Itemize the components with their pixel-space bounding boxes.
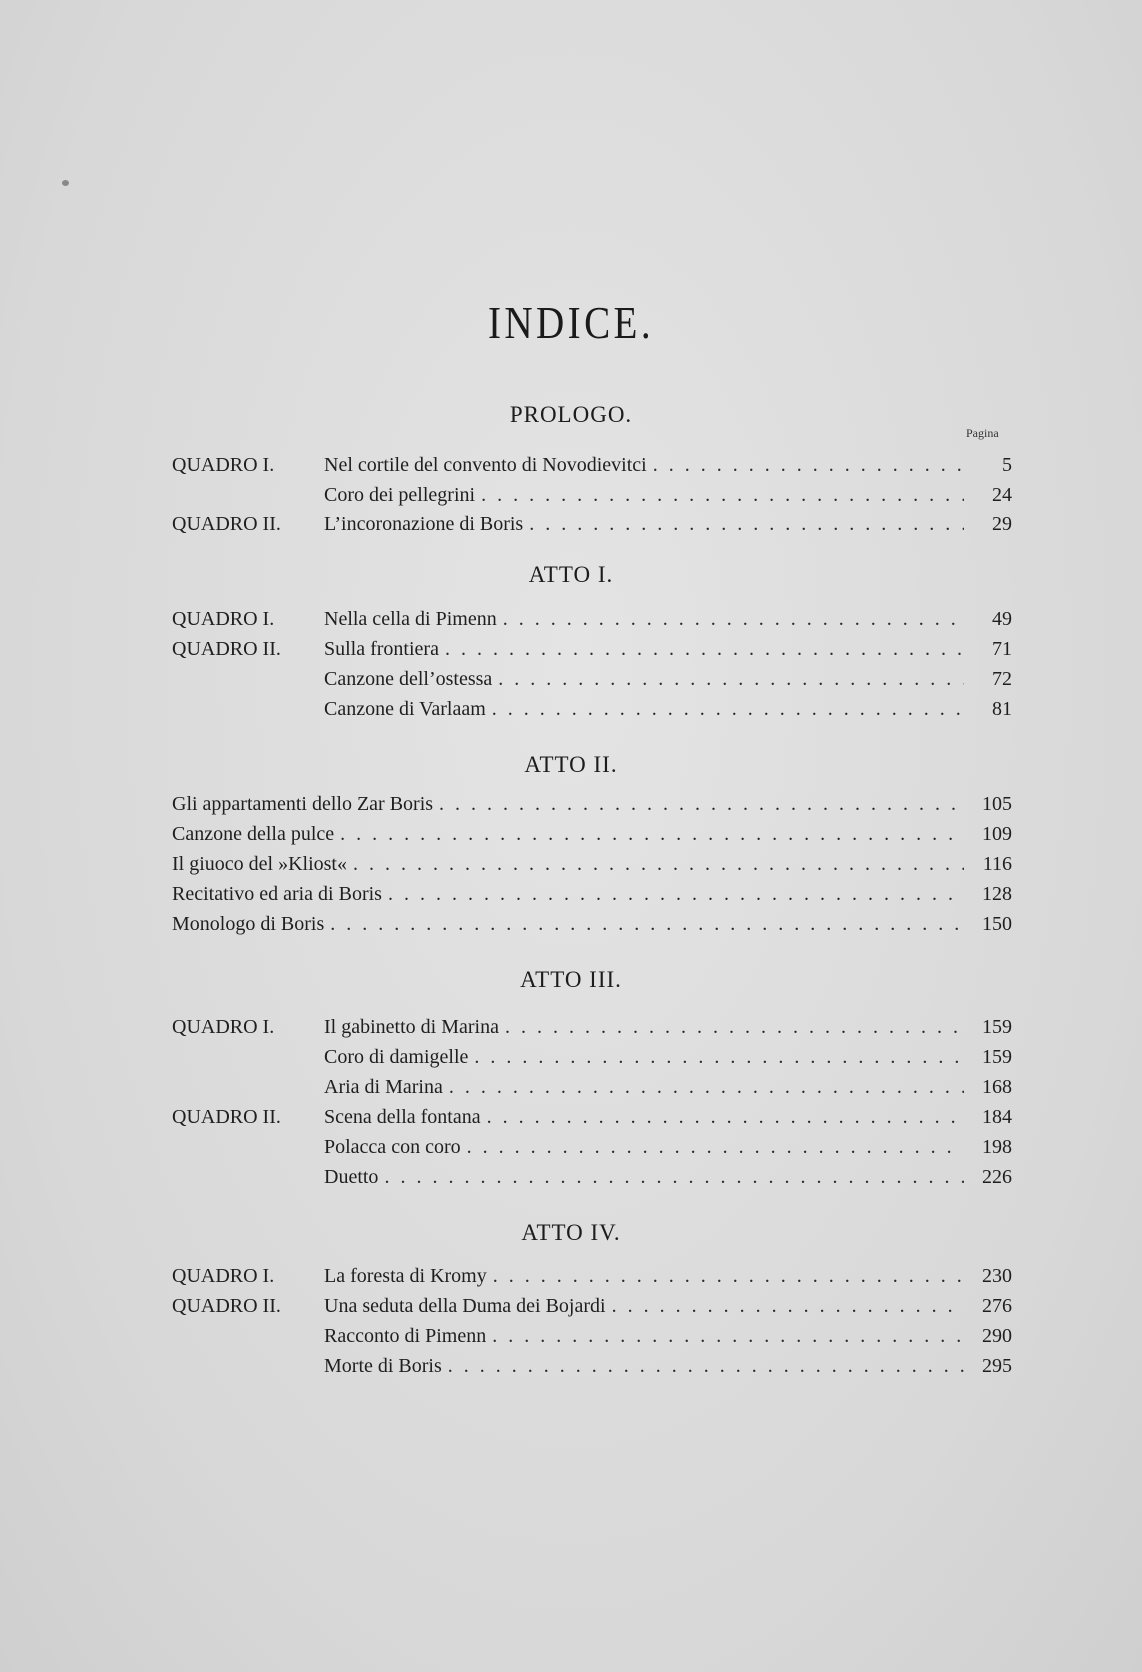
- toc-entry-line: [324, 1261, 1012, 1291]
- section-heading: ATTO II.: [524, 752, 618, 777]
- toc-entry-line: [324, 1291, 1012, 1321]
- dot-leader: [388, 879, 964, 909]
- page-number: 295: [982, 1355, 1012, 1377]
- toc-entry-line: [324, 634, 1012, 664]
- toc-entry: [172, 1132, 1012, 1162]
- entry-title: Monologo di Boris: [172, 913, 325, 935]
- dot-leader: [505, 1012, 964, 1042]
- page-number: 116: [982, 853, 1012, 875]
- dot-leader: [439, 789, 964, 819]
- page-number: 184: [982, 1106, 1012, 1128]
- dot-leader: [330, 909, 964, 939]
- toc-entry-line: [324, 1162, 1012, 1192]
- toc-entry-line: [324, 694, 1012, 724]
- quadro-label: QUADRO I.: [172, 1265, 275, 1287]
- page-number: 230: [982, 1265, 1012, 1287]
- entry-title: Coro dei pellegrini: [324, 484, 476, 506]
- page-number: 276: [982, 1295, 1012, 1317]
- page-title: INDICE.: [487, 297, 655, 348]
- page-number: 159: [982, 1016, 1012, 1038]
- toc-entry: [172, 450, 1012, 480]
- entry-title: Nel cortile del convento di Novodievitci: [324, 454, 647, 476]
- dot-leader: [487, 1102, 964, 1132]
- entry-title: Recitativo ed aria di Boris: [172, 883, 382, 905]
- entry-title: Racconto di Pimenn: [324, 1325, 487, 1347]
- page-number: 24: [992, 484, 1012, 506]
- toc-entry: [172, 1012, 1012, 1042]
- entry-title: Gli appartamenti dello Zar Boris: [172, 793, 434, 815]
- toc-entry: [172, 664, 1012, 694]
- quadro-label: QUADRO II.: [172, 513, 281, 535]
- page-number: 109: [982, 823, 1012, 845]
- dot-leader: [492, 694, 964, 724]
- toc-entry-line: [324, 604, 1012, 634]
- quadro-label: QUADRO II.: [172, 638, 281, 660]
- dot-leader: [445, 634, 964, 664]
- section-heading: ATTO IV.: [521, 1220, 621, 1245]
- toc-entry: [172, 1102, 1012, 1132]
- entry-title: Il giuoco del »Kliost«: [172, 853, 347, 875]
- toc-entry: [172, 1261, 1012, 1291]
- toc-entry-line: [324, 1042, 1012, 1072]
- entry-title: Morte di Boris: [324, 1355, 442, 1377]
- quadro-label: QUADRO I.: [172, 454, 275, 476]
- toc-entry: [172, 789, 1012, 819]
- dot-leader: [448, 1351, 964, 1381]
- toc-entry: [172, 849, 1012, 879]
- quadro-label: QUADRO I.: [172, 608, 275, 630]
- toc-entry-line: [324, 509, 1012, 539]
- page-number: 5: [1002, 454, 1012, 476]
- toc-entry-line: [324, 664, 1012, 694]
- toc-entry-line: [324, 1321, 1012, 1351]
- entry-title: Una seduta della Duma dei Bojardi: [324, 1295, 606, 1317]
- section-heading: ATTO III.: [520, 967, 622, 992]
- entry-title: Nella cella di Pimenn: [324, 608, 497, 630]
- toc-entry: [172, 1321, 1012, 1351]
- toc-entry: [172, 819, 1012, 849]
- dot-leader: [449, 1072, 964, 1102]
- page-number: 150: [982, 913, 1012, 935]
- toc-entry: [172, 1042, 1012, 1072]
- page-number: 128: [982, 883, 1012, 905]
- toc-entry-line: [172, 789, 1012, 819]
- page-number: 105: [982, 793, 1012, 815]
- entry-title: L’incoronazione di Boris: [324, 513, 524, 535]
- toc-entry: [172, 909, 1012, 939]
- page-number: 72: [992, 668, 1012, 690]
- page-number: 226: [982, 1166, 1012, 1188]
- toc-entry: [172, 694, 1012, 724]
- dot-leader: [653, 450, 964, 480]
- section-heading: ATTO I.: [528, 562, 614, 587]
- page-number: 168: [982, 1076, 1012, 1098]
- dot-leader: [340, 819, 964, 849]
- pagina-column-label: Pagina: [966, 426, 999, 440]
- toc-entry-line: [172, 909, 1012, 939]
- quadro-label: QUADRO I.: [172, 1016, 275, 1038]
- dot-leader: [384, 1162, 964, 1192]
- entry-title: Canzone dell’ostessa: [324, 668, 493, 690]
- dot-leader: [612, 1291, 964, 1321]
- dot-leader: [467, 1132, 964, 1162]
- page-number: 81: [992, 698, 1012, 720]
- entry-title: Polacca con coro: [324, 1136, 461, 1158]
- page-number: 71: [992, 638, 1012, 660]
- dot-leader: [492, 1321, 964, 1351]
- section-heading: PROLOGO.: [509, 402, 633, 427]
- toc-entry: [172, 634, 1012, 664]
- entry-title: Sulla frontiera: [324, 638, 439, 660]
- toc-entry: [172, 1162, 1012, 1192]
- toc-entry-line: [324, 450, 1012, 480]
- toc-entry: [172, 480, 1012, 510]
- dot-leader: [474, 1042, 964, 1072]
- toc-entry: [172, 1351, 1012, 1381]
- toc-entry: [172, 604, 1012, 634]
- toc-entry-line: [324, 1012, 1012, 1042]
- page-number: 29: [992, 513, 1012, 535]
- toc-entry-line: [324, 480, 1012, 510]
- entry-title: Duetto: [324, 1166, 379, 1188]
- entry-title: La foresta di Kromy: [324, 1265, 487, 1287]
- toc-entry-line: [324, 1072, 1012, 1102]
- toc-entry: [172, 1072, 1012, 1102]
- toc-entry: [172, 879, 1012, 909]
- dot-leader: [493, 1261, 964, 1291]
- page-number: 159: [982, 1046, 1012, 1068]
- entry-title: Il gabinetto di Marina: [324, 1016, 499, 1038]
- toc-entry-line: [324, 1132, 1012, 1162]
- page-number: 198: [982, 1136, 1012, 1158]
- quadro-label: QUADRO II.: [172, 1106, 281, 1128]
- toc-entry-line: [172, 819, 1012, 849]
- ink-speck: [62, 180, 69, 186]
- dot-leader: [498, 664, 964, 694]
- toc-entry-line: [172, 879, 1012, 909]
- toc-entry-line: [324, 1351, 1012, 1381]
- entry-title: Canzone della pulce: [172, 823, 335, 845]
- dot-leader: [481, 480, 964, 510]
- entry-title: Aria di Marina: [324, 1076, 443, 1098]
- dot-leader: [503, 604, 964, 634]
- page-number: 290: [982, 1325, 1012, 1347]
- toc-entry-line: [324, 1102, 1012, 1132]
- toc-entry: [172, 1291, 1012, 1321]
- entry-title: Scena della fontana: [324, 1106, 481, 1128]
- quadro-label: QUADRO II.: [172, 1295, 281, 1317]
- toc-entry-line: [172, 849, 1012, 879]
- page-number: 49: [992, 608, 1012, 630]
- dot-leader: [353, 849, 964, 879]
- entry-title: Canzone di Varlaam: [324, 698, 486, 720]
- dot-leader: [529, 509, 964, 539]
- entry-title: Coro di damigelle: [324, 1046, 469, 1068]
- toc-entry: [172, 509, 1012, 539]
